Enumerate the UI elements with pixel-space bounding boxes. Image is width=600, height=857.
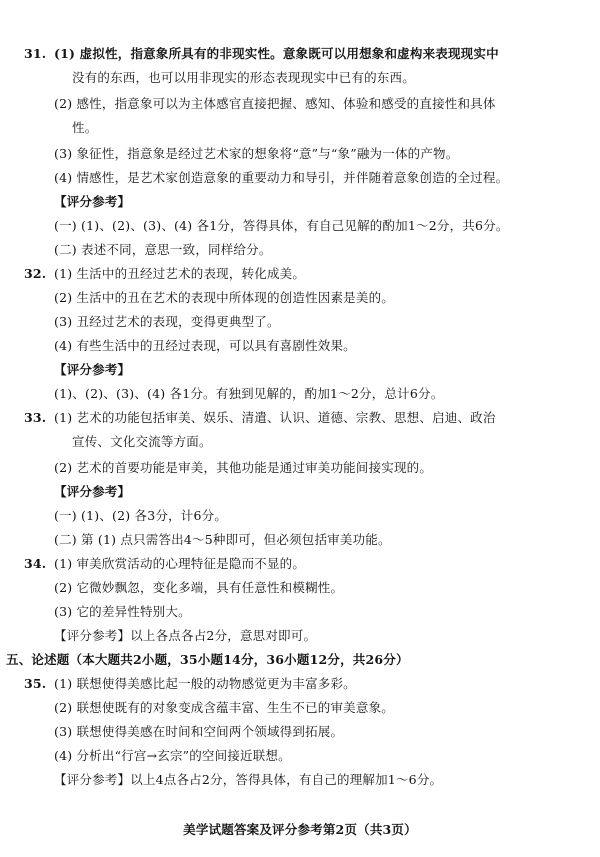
page-footer: 美学试题答案及评分参考第2页（共3页） [183, 822, 417, 837]
q33-number: 33. [24, 410, 47, 425]
q33-ref-2: (二) 第 (1) 点只需答出4～5种即可，但必须包括审美功能。 [54, 532, 391, 547]
q31-ref-2: (二) 表述不同，意思一致，同样给分。 [54, 242, 272, 257]
q32-ref-title: 【评分参考】 [54, 362, 131, 377]
q31-item-2-cont: 性。 [72, 120, 98, 135]
q34-item-2: (2) 它微妙飘忽，变化多端，具有任意性和模糊性。 [54, 580, 344, 595]
q35-item-4: (4) 分析出“行宫→玄宗”的空间接近联想。 [54, 748, 291, 763]
q31-ref-title: 【评分参考】 [54, 194, 131, 209]
q32-ref-1: (1)、(2)、(3)、(4) 各1分。有独到见解的，酌加1～2分，总计6分。 [54, 386, 444, 401]
q32-item-4: (4) 有些生活中的丑经过表现，可以具有喜剧性效果。 [54, 338, 356, 353]
q31-item-3: (3) 象征性，指意象是经过艺术家的想象将“意”与“象”融为一体的产物。 [54, 146, 459, 161]
q31-item-4: (4) 情感性，是艺术家创造意象的重要动力和导引，并伴随着意象创造的全过程。 [54, 170, 509, 185]
q32-item-2: (2) 生活中的丑在艺术的表现中所体现的创造性因素是美的。 [54, 290, 394, 305]
q33-ref-1: (一) (1)、(2) 各3分，计6分。 [54, 508, 228, 523]
q34-ref: 【评分参考】以上各点各占2分，意思对即可。 [54, 628, 317, 643]
q34-item-3: (3) 它的差异性特别大。 [54, 604, 191, 619]
q32-item-3: (3) 丑经过艺术的表现，变得更典型了。 [54, 314, 280, 329]
q32-item-1: (1) 生活中的丑经过艺术的表现，转化成美。 [54, 266, 306, 281]
q33-item-1-cont: 宣传、文化交流等方面。 [72, 434, 212, 449]
q31-item-1-cont: 没有的东西，也可以用非现实的形态表现现实中已有的东西。 [72, 70, 415, 85]
q31-item-2: (2) 感性，指意象可以为主体感官直接把握、感知、体验和感受的直接性和具体 [54, 96, 496, 111]
q33-item-2: (2) 艺术的首要功能是审美，其他功能是通过审美功能间接实现的。 [54, 460, 433, 475]
q34-item-1: (1) 审美欣赏活动的心理特征是隐而不显的。 [54, 556, 306, 571]
q35-item-2: (2) 联想使既有的对象变成含蕴丰富、生生不已的审美意象。 [54, 700, 394, 715]
q33-item-1: (1) 艺术的功能包括审美、娱乐、清遣、认识、道德、宗教、思想、启迪、政治 [54, 410, 496, 425]
q31-number: 31. [24, 46, 47, 61]
q35-number: 35. [24, 676, 47, 691]
q33-ref-title: 【评分参考】 [54, 484, 131, 499]
q35-item-3: (3) 联想使得美感在时间和空间两个领域得到拓展。 [54, 724, 344, 739]
q31-ref-1: (一) (1)、(2)、(3)、(4) 各1分，答得具体，有自己见解的酌加1～2分，共6分。 [54, 218, 509, 233]
q31-item-1: (1) 虚拟性，指意象所具有的非现实性。意象既可以用想象和虚构来表现现实中 [54, 46, 499, 61]
section-5-heading: 五、论述题（本大题共2小题，35小题14分，36小题12分，共26分） [6, 652, 409, 667]
q35-ref: 【评分参考】以上4点各占2分，答得具体，有自己的理解加1～6分。 [54, 772, 443, 787]
q32-number: 32. [24, 266, 47, 281]
q34-number: 34. [24, 556, 47, 571]
q35-item-1: (1) 联想使得美感比起一般的动物感觉更为丰富多彩。 [54, 676, 356, 691]
